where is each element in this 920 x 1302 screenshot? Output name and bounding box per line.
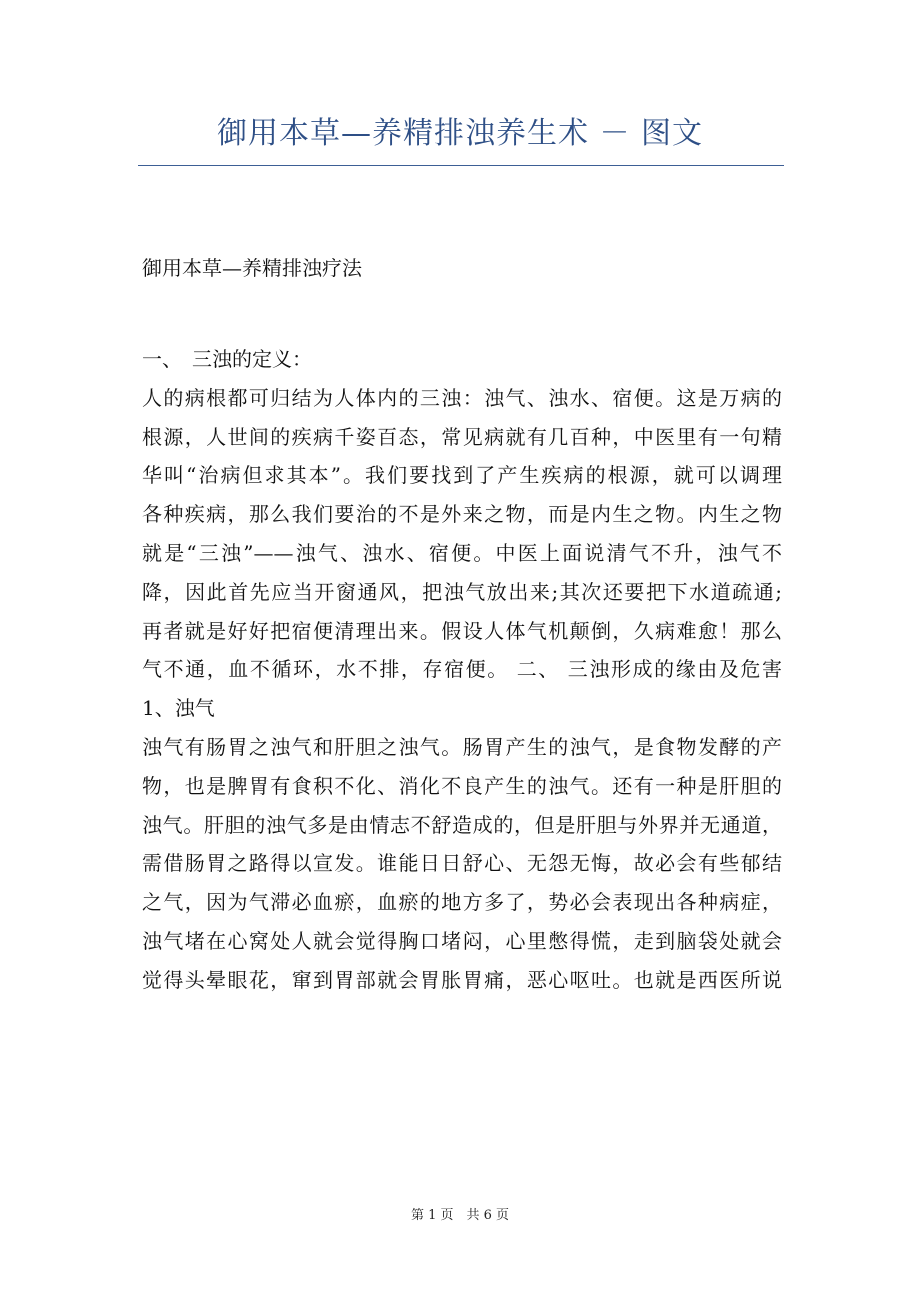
body-text <box>142 340 782 1000</box>
page-footer: 第 1 页 共 6 页 <box>410 1208 510 1223</box>
text-line: 需借肠胃之路得以宣发。谁能日日舒心、无怨无悔，故必会有些郁结 <box>142 851 782 876</box>
text-line: 根源，人世间的疾病千姿百态，常见病就有几百种，中医里有一句精 <box>142 424 782 449</box>
text-line: 1、浊气 <box>142 696 215 721</box>
text-line: 气不通，血不循环，水不排，存宿便。 二、 三浊形成的缘由及危害 <box>142 657 782 682</box>
text-line: 各种疾病，那么我们要治的不是外来之物，而是内生之物。内生之物 <box>142 502 782 527</box>
page-title: 御用本草—养精排浊养生术 － 图文 <box>216 116 704 151</box>
text-line: 就是“三浊”——浊气、浊水、宿便。中医上面说清气不升，浊气不 <box>142 540 782 565</box>
text-line: 浊气堵在心窝处人就会觉得胸口堵闷，心里憋得慌，走到脑袋处就会 <box>142 928 782 953</box>
text-line: 觉得头晕眼花，窜到胃部就会胃胀胃痛，恶心呕吐。也就是西医所说 <box>142 967 782 992</box>
document-subtitle: 御用本草—养精排浊疗法 <box>142 256 362 280</box>
text-line: 浊气。肝胆的浊气多是由情志不舒造成的，但是肝胆与外界并无通道， <box>142 812 782 837</box>
text-line: 再者就是好好把宿便清理出来。假设人体气机颠倒，久病难愈！那么 <box>142 618 782 643</box>
text-line: 浊气有肠胃之浊气和肝胆之浊气。肠胃产生的浊气，是食物发酵的产 <box>142 734 782 759</box>
text-line: 人的病根都可归结为人体内的三浊：浊气、浊水、宿便。这是万病的 <box>142 385 782 410</box>
text-line: 物，也是脾胃有食积不化、消化不良产生的浊气。还有一种是肝胆的 <box>142 773 782 798</box>
text-line: 之气，因为气滞必血瘀，血瘀的地方多了，势必会表现出各种病症， <box>142 890 782 915</box>
text-line: 降，因此首先应当开窗通风，把浊气放出来;其次还要把下水道疏通; <box>142 579 782 604</box>
title-underline <box>138 165 784 166</box>
text-line: 一、 三浊的定义： <box>142 347 312 371</box>
text-line: 华叫“治病但求其本”。我们要找到了产生疾病的根源，就可以调理 <box>142 463 782 488</box>
